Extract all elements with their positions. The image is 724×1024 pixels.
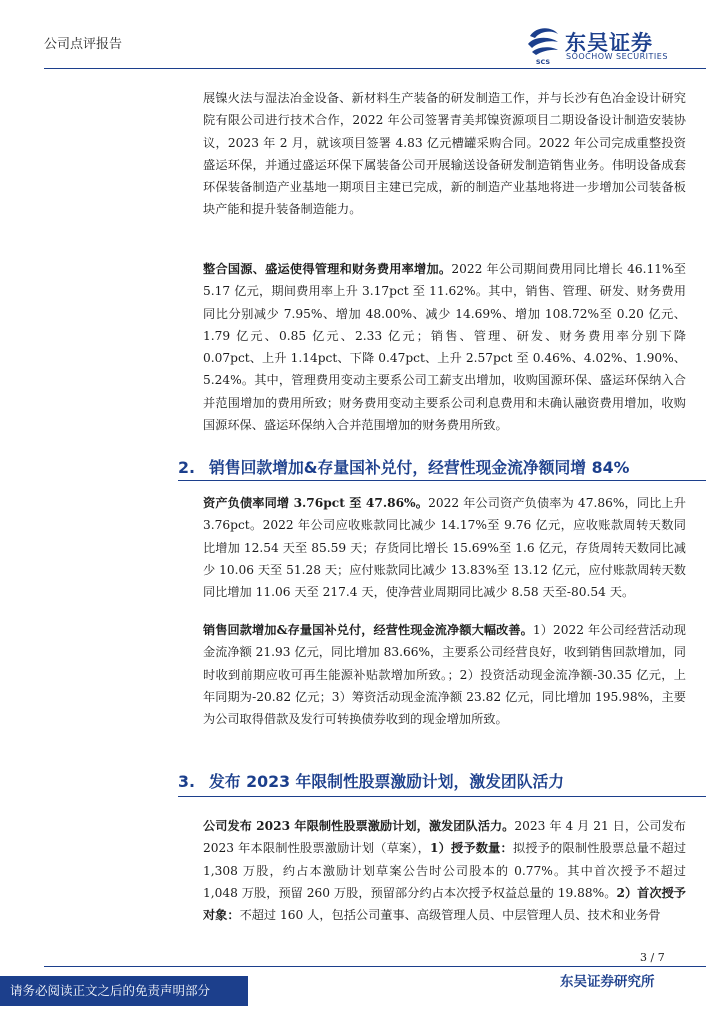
section-heading-2 [178, 455, 698, 478]
institute-name: 东吴证券研究所 [560, 974, 655, 990]
paragraph-incentive [203, 815, 686, 926]
disclaimer-banner: 请务必阅读正文之后的免责声明部分 [0, 976, 248, 1006]
logo-english-name: SOOCHOW SECURITIES [566, 52, 668, 61]
page-number: 3 / 7 [640, 951, 665, 964]
paragraph-cashflow [203, 619, 686, 730]
paragraph-lead: 整合国源、盛运使得管理和财务费用率增加。 [203, 262, 452, 276]
paragraph-text: 2023 年 4 月 21 日，公司发布 2023 年本限制性股票激励计划（草案）， [203, 819, 686, 856]
paragraph-text: 2022 年公司期间费用同比增长 46.11%至 5.17 亿元，期间费用率上升 3.17pct 至 11.62%。其中，销售、管理、研发、财务费用同比分别减少 7.95%、增加 48.00%、减少 14.69%、增加 108.72%至 0.20 亿元、1.79 亿元、0.85 亿元、2.33 亿元；销售、管理、研发、财务费用率分别下降 0.07pct、上升 1.14pct、下降 0.47pct、上升 2.57pct 至 0.46%、4.02%、1.90%、5.24%。其中，管理费用变动主要系公司工薪支出增加，收购国源环保、盛运环保纳入合并范围增加的费用所致；财务费用变动主要系公司利息费用和未确认融资费用增加，收购国源环保、盛运环保纳入合并范围增加的财务费用所致。 [203, 262, 686, 433]
paragraph-debt-ratio [203, 492, 686, 603]
section-heading-3 [178, 769, 698, 792]
section-divider [178, 480, 706, 481]
paragraph-bold-item: 2）首次授予对象： [203, 885, 686, 923]
section-divider [178, 796, 706, 797]
section-title-text: 发布 2023 年限制性股票激励计划，激发团队活力 [209, 772, 565, 791]
paragraph-text: 拟授予的限制性股票总量不超过 1,308 万股，约占本激励计划草案公告时公司股本的 0.77%。其中首次授予不超过 1,048 万股，预留 260 万股，预留部分约占本次授予权益总量的 19.88%。 [203, 841, 687, 900]
logo-mark [528, 28, 558, 66]
report-type-label: 公司点评报告 [44, 37, 123, 52]
paragraph-text: 不超过 160 人，包括公司董事、高级管理人员、中层管理人员、技术和业务骨 [239, 908, 661, 923]
paragraph-text: 1）2022 年公司经营活动现金流净额 21.93 亿元，同比增加 83.66%，主要系公司经营良好，收到销售回款增加，同时收到前期应收可再生能源补贴款增加所致。；2）投资活动现金流净额-30.35 亿元，上年同期为-20.82 亿元；3）筹资活动现金流净额 23.82 亿元，同比增加 195.98%，主要为公司取得借款及发行可转换债券收到的现金增加所致。 [203, 623, 686, 727]
paragraph-lead: 销售回款增加&存量国补兑付，经营性现金流净额大幅改善。 [203, 623, 533, 637]
section-number: 2. [178, 458, 195, 477]
paragraph-lead: 公司发布 2023 年限制性股票激励计划，激发团队活力。 [203, 819, 515, 833]
header-divider [44, 68, 706, 69]
section-number: 3. [178, 772, 195, 791]
section-title-text: 销售回款增加&存量国补兑付，经营性现金流净额同增 84% [209, 458, 630, 477]
paragraph-lead: 资产负债率同增 3.76pct 至 47.86%。 [203, 496, 429, 510]
paragraph-bold-item: 1）授予数量： [430, 841, 513, 856]
paragraph-expenses [203, 258, 686, 436]
paragraph-text: 展镍火法与湿法冶金设备、新材料生产装备的研发制造工作，并与长沙有色冶金设计研究院有限公司进行技术合作，2022 年公司签署青美邦镍资源项目二期设备设计制造安装协议，2023 年 2 月，就该项目签署 4.83 亿元槽罐采购合同。2022 年公司完成重整投资盛运环保，并通过盛运环保下属装备公司开展输送设备研发制造销售业务。伟明设备成套环保装备制造产业基地一期项目主建已完成，新的制造产业基地将进一步增加公司装备板块产能和提升装备制造能力。 [203, 91, 686, 217]
logo-mark-text: SCS [535, 58, 551, 66]
footer-divider [44, 966, 706, 967]
logo-chinese-name: 东吴证券 [565, 31, 653, 55]
paragraph-equipment [203, 87, 686, 221]
paragraph-text: 2022 年公司资产负债率为 47.86%，同比上升 3.76pct。2022 年公司应收账款同比减少 14.17%至 9.76 亿元，应收账款周转天数同比增加 12.54 天至 85.59 天；存货同比增长 15.69%至 1.6 亿元，存货周转天数同比减少 10.06 天至 51.28 天；应付账款同比减少 13.83%至 13.12 亿元，应付账款周转天数同比增加 11.06 天至 217.4 天，使净营业周期同比减少 8.58 天至-80.54 天。 [203, 496, 686, 600]
